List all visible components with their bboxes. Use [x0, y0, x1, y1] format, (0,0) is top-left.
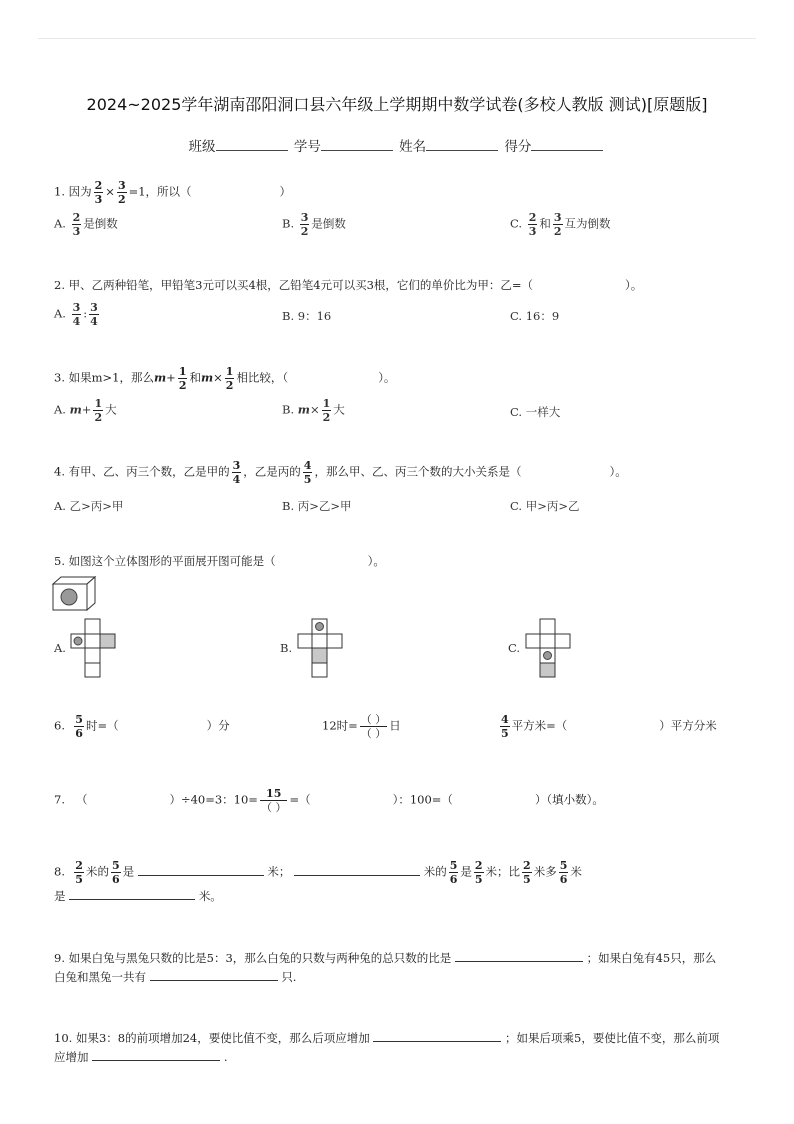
question-8: 8. $\frac{2}{5}$ 米的 $\frac{5}{6}$ 是 米； 米的 $\frac{5}{6}$ 是 $\frac{2}{5}$ 米；比 $\frac{2}{5}$ 米多 $\frac{5}{6}$ 米: [54, 859, 582, 886]
score-field[interactable]: [504, 135, 605, 155]
question-10: [54, 1030, 719, 1046]
question-6: 6. $\frac{5}{6}$ 时=（ ）分: [54, 713, 230, 740]
question-3: 3. 如果m>1，那么m+ $\frac{1}{2}$ 和m× $\frac{1}{2}$ 相比较，（ ）。: [54, 365, 396, 392]
cube-figure: [52, 576, 96, 612]
option-text: 一样大: [525, 405, 561, 419]
q4-text-mid: ，乙是丙的: [243, 464, 301, 479]
option-text: 丙>乙>甲: [297, 499, 352, 513]
option-label: C.: [510, 309, 523, 323]
name-field[interactable]: [399, 135, 500, 155]
q2-option-c[interactable]: [510, 308, 559, 324]
q9-text-1: 如果白兔与黑兔只数的比是5：3，那么白兔的只数与两种兔的总只数的比是: [68, 951, 452, 965]
net-square: [298, 634, 312, 648]
q10-text-1: 如果3：8的前项增加24，要使比值不变，那么后项应增加: [75, 1031, 370, 1045]
question-8-line-2: 是 米。: [54, 889, 222, 903]
q9-text-2b: 只.: [281, 970, 297, 984]
q8-answer-blank-2[interactable]: [294, 864, 420, 876]
circle-mark: [316, 623, 324, 631]
q5-option-b-net[interactable]: [297, 618, 343, 678]
q7-answer-blank-2[interactable]: $\frac{15}{( )}$: [260, 787, 287, 814]
option-label: B.: [282, 499, 295, 513]
q7-text-b: ）÷40=3：10=: [169, 792, 258, 807]
q5-text: 如图这个立体图形的平面展开图可能是（: [68, 554, 276, 568]
student-info-row: [0, 135, 794, 155]
net-square: [555, 634, 570, 648]
q6-part2-unit: 日: [389, 718, 401, 733]
answer-paren-close: ）。: [367, 554, 385, 568]
shaded-square: [312, 648, 327, 663]
answer-paren-close: ）: [279, 184, 292, 199]
student-id-field[interactable]: [294, 135, 395, 155]
variable-m: m: [154, 370, 167, 385]
question-6-part-2: [322, 714, 401, 739]
q10-text-2b: .: [223, 1050, 228, 1064]
q9-text-2: 白兔和黑兔一共有: [54, 970, 146, 984]
question-number: 9.: [54, 951, 65, 965]
option-text: 大: [333, 402, 345, 417]
option-label: B.: [282, 216, 295, 231]
question-2: [54, 277, 642, 293]
q3-text-post: 相比较，（: [236, 370, 289, 385]
q10-answer-blank-2[interactable]: [92, 1049, 220, 1061]
colon: :: [83, 306, 88, 321]
q6-part2-text: 12时=: [322, 718, 358, 733]
option-label: C.: [510, 405, 523, 419]
q3-text-pre: 如果m>1，那么: [68, 370, 154, 385]
q6-part1-text: 时=（: [85, 718, 119, 733]
option-label: A.: [54, 306, 66, 321]
circle-mark: [74, 637, 82, 645]
q4-text-pre: 有甲、乙、丙三个数，乙是甲的: [68, 464, 230, 479]
question-7: 7. （ ）÷40=3：10= $\frac{15}{( )}$ =（ ）：100=（ ）（填小数）。: [54, 787, 604, 814]
option-text: 9：16: [297, 309, 332, 323]
question-9: [54, 950, 716, 966]
q1-text-mid: =1，所以（: [128, 184, 192, 199]
net-square: [85, 663, 100, 677]
fraction: $\frac{3}{2}$: [117, 179, 126, 206]
q6-part3-text: 平方米=（: [511, 718, 568, 733]
option-text: 是倒数: [83, 216, 118, 231]
question-5: [54, 553, 385, 569]
page-title: 2024~2025学年湖南邵阳洞口县六年级上学期期中数学试卷(多校人教版 测试)[原题版]: [86, 95, 708, 114]
q4-option-a[interactable]: [54, 498, 123, 514]
option-label: A.: [54, 499, 66, 513]
question-number: 8.: [54, 864, 65, 879]
question-10-line-2: [54, 1049, 227, 1065]
question-6-part-3: $\frac{4}{5}$ 平方米=（ ）平方分米: [501, 713, 717, 740]
option-text: 甲>丙>乙: [525, 499, 580, 513]
top-rule: [38, 38, 756, 39]
q7-text-d: ）：100=（: [392, 792, 453, 807]
q6-part3-unit: ）平方分米: [659, 718, 717, 733]
net-square: [85, 648, 100, 663]
times-sign: ×: [105, 184, 115, 199]
answer-paren-close: ）。: [378, 370, 396, 385]
q8-answer-blank-1[interactable]: [138, 864, 264, 876]
q2-text: 甲、乙两种铅笔，甲铅笔3元可以买4根，乙铅笔4元可以买3根，它们的单价比为甲：乙=（: [68, 278, 534, 292]
q5-option-b-label: B.: [280, 641, 293, 655]
q10-text-2: 应增加: [54, 1050, 89, 1064]
q5-option-c-net[interactable]: [525, 618, 571, 678]
q4-option-b[interactable]: [282, 498, 352, 514]
q5-option-a-label: A.: [54, 641, 66, 655]
option-label: A.: [54, 216, 66, 231]
net-square: [540, 634, 555, 648]
q3-option-b[interactable]: B. m× $\frac{1}{2}$ 大: [282, 397, 345, 424]
q6-part1-unit: ）分: [206, 718, 230, 733]
class-label: 班级: [188, 139, 216, 155]
name-label: 姓名: [399, 139, 427, 155]
question-number: 7.: [54, 792, 65, 807]
net-square: [327, 634, 342, 648]
times-sign: ×: [213, 370, 223, 385]
question-4: 4. 有甲、乙、丙三个数，乙是甲的 $\frac{3}{4}$ ，乙是丙的 $\frac{4}{5}$ ，那么甲、乙、丙三个数的大小关系是（ ）。: [54, 459, 627, 486]
q3-option-a[interactable]: A. m+ $\frac{1}{2}$ 大: [54, 397, 117, 424]
option-text: 乙>丙>甲: [69, 499, 124, 513]
q1-text-pre: 因为: [68, 184, 92, 199]
fraction: $\frac{2}{3}$: [94, 179, 103, 206]
question-number: 6.: [54, 718, 65, 733]
answer-paren-close: ）。: [625, 278, 643, 292]
q8-answer-blank-3[interactable]: [69, 888, 195, 900]
question-1: [54, 180, 291, 205]
and-text: 和: [189, 370, 201, 385]
q6-answer-blank-2[interactable]: $\frac{( )}{( )}$: [360, 713, 387, 740]
net-square: [540, 619, 555, 634]
circle-mark: [61, 589, 77, 605]
q2-option-a[interactable]: A. $\frac{3}{4}$ : $\frac{3}{4}$: [54, 301, 98, 328]
net-square: [312, 634, 327, 648]
shaded-square: [540, 663, 555, 677]
net-square: [526, 634, 540, 648]
circle-mark: [544, 652, 552, 660]
variable-m: m: [200, 370, 214, 385]
net-square: [312, 663, 327, 677]
q2-option-b[interactable]: [282, 308, 331, 324]
q7-text-e: ）（填小数）。: [534, 792, 604, 807]
q9-text-1b: ；如果白兔有45只，那么: [586, 951, 717, 965]
option-text: 16：9: [525, 309, 560, 323]
and-text: 和: [539, 216, 551, 231]
option-label: A.: [54, 402, 66, 417]
option-label: C.: [510, 216, 523, 231]
q10-answer-blank-1[interactable]: [373, 1030, 501, 1042]
q5-option-c-label: C.: [508, 641, 521, 655]
q10-text-1b: ；如果后项乘5，要使比值不变，那么前项: [505, 1031, 720, 1045]
question-number: 1.: [54, 184, 65, 199]
question-number: 3.: [54, 370, 65, 385]
score-label: 得分: [504, 139, 532, 155]
option-label: B.: [282, 309, 295, 323]
q4-text-post: ，那么甲、乙、丙三个数的大小关系是（: [314, 464, 522, 479]
answer-paren-close: ）。: [609, 464, 627, 479]
question-9-line-2: [54, 969, 296, 985]
q4-option-c[interactable]: [510, 498, 579, 514]
q1-option-b[interactable]: B. $\frac{3}{2}$ 是倒数: [282, 211, 346, 238]
option-text: 互为倒数: [564, 216, 611, 231]
option-text: 是倒数: [311, 216, 346, 231]
q1-option-c[interactable]: C. $\frac{2}{3}$ 和 $\frac{3}{2}$ 互为倒数: [510, 211, 611, 238]
question-number: 4.: [54, 464, 65, 479]
shaded-square: [100, 634, 115, 648]
question-number: 5.: [54, 554, 65, 568]
q5-option-a-net[interactable]: [70, 618, 116, 678]
plus-sign: +: [166, 370, 176, 385]
q3-option-c[interactable]: [510, 404, 560, 420]
net-square: [85, 634, 100, 648]
option-label: C.: [510, 499, 523, 513]
q9-answer-blank-2[interactable]: [150, 969, 278, 981]
option-text: 大: [105, 402, 117, 417]
net-square: [85, 619, 100, 634]
q1-option-a[interactable]: A. $\frac{2}{3}$ 是倒数: [54, 211, 118, 238]
question-number: 10.: [54, 1031, 73, 1045]
class-field[interactable]: [189, 135, 290, 155]
question-number: 2.: [54, 278, 65, 292]
q9-answer-blank-1[interactable]: [455, 950, 583, 962]
student-id-label: 学号: [293, 139, 321, 155]
option-label: B.: [282, 402, 295, 417]
